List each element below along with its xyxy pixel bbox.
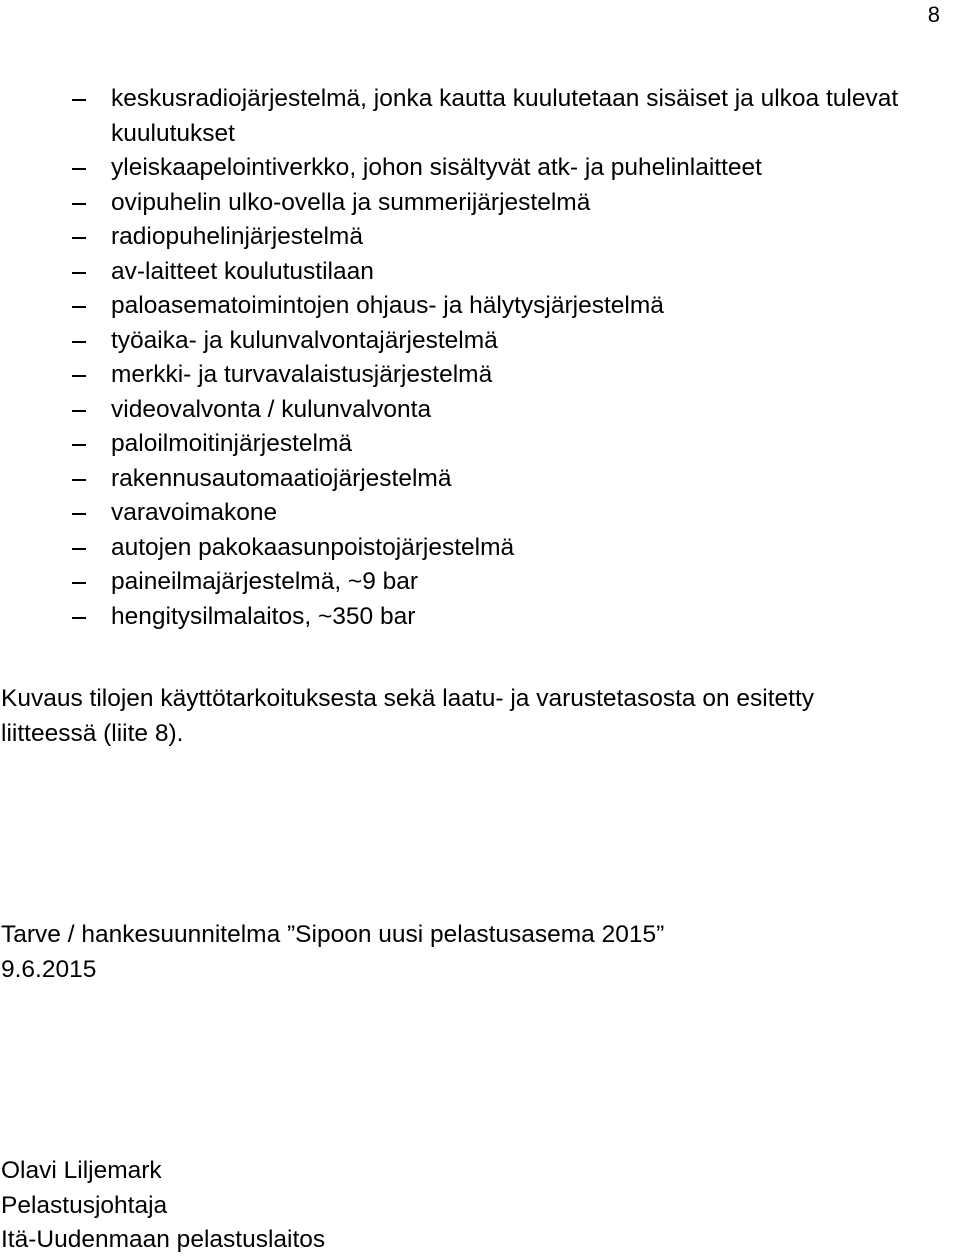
list-item xyxy=(0,220,940,255)
list-item-text: merkki- ja turvavalaistusjärjestelmä xyxy=(111,361,493,388)
dash-icon xyxy=(72,168,86,170)
list-item-text: rakennusautomaatiojärjestelmä xyxy=(111,464,452,492)
list-item xyxy=(0,324,940,359)
list-item xyxy=(0,496,940,531)
dash-icon xyxy=(72,272,86,274)
list-item xyxy=(0,462,940,497)
dash-icon xyxy=(72,203,86,205)
dash-icon xyxy=(72,582,86,584)
list-item xyxy=(0,289,940,324)
signature-name: Olavi Liljemark xyxy=(1,1157,162,1184)
list-item-text: yleiskaapelointiverkko, johon sisältyvät atk- ja puhelinlaitteet xyxy=(111,154,762,181)
dash-icon xyxy=(72,444,86,446)
dash-icon xyxy=(72,617,86,619)
page-number: 8 xyxy=(927,2,940,27)
dash-icon xyxy=(72,306,86,308)
list-item-text: paloasematoimintojen ohjaus- ja hälytysjärjestelmä xyxy=(111,292,664,319)
list-item-text: paloilmoitinjärjestelmä xyxy=(111,430,353,457)
list-item xyxy=(0,358,940,393)
list-item-text: varavoimakone xyxy=(111,499,278,526)
list-item-text: autojen pakokaasunpoistojärjestelmä xyxy=(111,533,515,561)
list-item-text: videovalvonta / kulunvalvonta xyxy=(111,395,432,423)
systems-list xyxy=(0,82,940,634)
list-item-text: av-laitteet koulutustilaan xyxy=(111,257,374,285)
list-item xyxy=(0,393,940,428)
list-item xyxy=(0,565,940,600)
dash-icon xyxy=(72,375,86,377)
list-item-text: työaika- ja kulunvalvontajärjestelmä xyxy=(111,326,498,354)
list-item xyxy=(0,427,940,462)
list-item-text: paineilmajärjestelmä, ~9 bar xyxy=(111,568,419,595)
list-item-text: ovipuhelin ulko-ovella ja summerijärjestelmä xyxy=(111,188,591,216)
list-item xyxy=(0,151,940,186)
list-item xyxy=(0,82,940,151)
description-paragraph: Kuvaus tilojen käyttötarkoituksesta sekä laatu- ja varustetasosta on esitetty liitteessä (liite 8). xyxy=(1,685,815,747)
plan-title: Tarve / hankesuunnitelma ”Sipoon uusi pelastusasema 2015” xyxy=(1,921,665,948)
signature-block xyxy=(1,1154,901,1258)
dash-icon xyxy=(72,513,86,515)
plan-date: 9.6.2015 xyxy=(1,955,97,983)
list-item xyxy=(0,531,940,566)
list-item-text: radiopuhelinjärjestelmä xyxy=(111,223,363,250)
dash-icon xyxy=(72,99,86,101)
list-item xyxy=(0,186,940,221)
dash-icon xyxy=(72,341,86,343)
list-item xyxy=(0,600,940,635)
list-item-text: keskusradiojärjestelmä, jonka kautta kuulutetaan sisäiset ja ulkoa tulevat kuulutukset xyxy=(111,85,899,147)
dash-icon xyxy=(72,548,86,550)
dash-icon xyxy=(72,237,86,239)
list-item-text: hengitysilmalaitos, ~350 bar xyxy=(111,602,416,630)
signature-position: Pelastusjohtaja xyxy=(1,1191,168,1219)
list-item xyxy=(0,255,940,290)
dash-icon xyxy=(72,410,86,412)
dash-icon xyxy=(72,479,86,481)
signature-organization: Itä-Uudenmaan pelastuslaitos xyxy=(1,1226,326,1253)
plan-block xyxy=(1,918,901,987)
